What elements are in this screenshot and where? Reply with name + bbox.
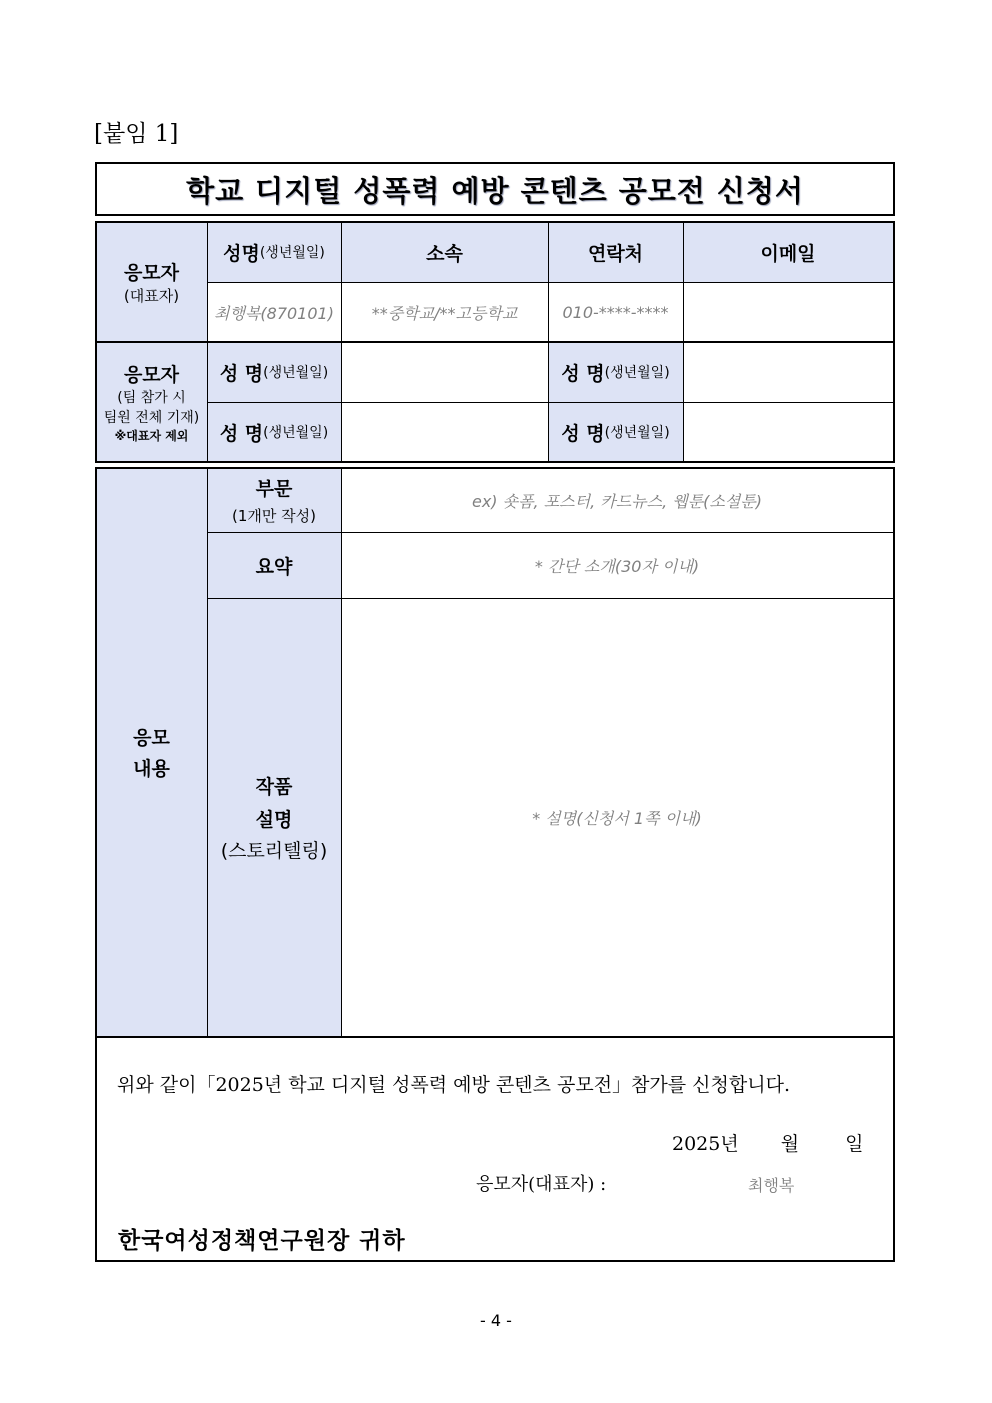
date-line bbox=[672, 1129, 864, 1156]
date-day[interactable]: 일 bbox=[845, 1133, 864, 1155]
summary-field[interactable]: * 간단 소개(30자 이내) bbox=[534, 556, 700, 576]
description-field[interactable]: * 설명(신청서 1쪽 이내) bbox=[532, 808, 702, 828]
team-member-3-label: 성 명 (생년월일) bbox=[219, 422, 329, 445]
table-border bbox=[95, 467, 895, 469]
team-member-4-label: 성 명 (생년월일) bbox=[561, 422, 670, 445]
table-line bbox=[548, 222, 549, 462]
table-border bbox=[893, 467, 895, 1262]
table-line bbox=[207, 468, 208, 1036]
page-number: - 4 - bbox=[480, 1311, 512, 1330]
team-label-sub-1: (팀 참가 시 bbox=[117, 390, 186, 406]
category-field[interactable]: ex) 숏폼, 포스터, 카드뉴스, 웹툰(소셜툰) bbox=[471, 491, 763, 511]
column-header-email: 이메일 bbox=[760, 242, 816, 265]
team-label-main: 응모자 bbox=[123, 364, 180, 386]
representative-name-field[interactable]: 최행복(870101) bbox=[214, 303, 334, 323]
representative-label bbox=[96, 222, 207, 342]
representative-label-sub: (대표자) bbox=[123, 287, 180, 305]
category-label: 부문 (1개만 작성) bbox=[232, 478, 316, 525]
attachment-label: [붙임 1] bbox=[94, 121, 179, 147]
table-line bbox=[207, 598, 894, 599]
table-border bbox=[95, 461, 895, 463]
column-header-contact: 연락처 bbox=[587, 242, 644, 265]
team-member-1-label: 성 명 (생년월일) bbox=[219, 362, 329, 385]
team-label-note: ※대표자 제외 bbox=[114, 429, 189, 443]
team-label bbox=[96, 342, 207, 462]
content-label bbox=[96, 468, 207, 1036]
table-line bbox=[95, 341, 895, 343]
content-label-1: 응모 bbox=[133, 727, 170, 749]
declaration-text: 위와 같이「2025년 학교 디지털 성폭력 예방 콘텐츠 공모전」참가를 신청합니다. bbox=[117, 1074, 790, 1096]
representative-label-main: 응모자 bbox=[123, 262, 180, 284]
table-line bbox=[207, 532, 894, 533]
applicant-signature-label: 응모자(대표자) : bbox=[476, 1174, 607, 1195]
table-line bbox=[683, 222, 684, 462]
table-border bbox=[95, 221, 895, 223]
table-border bbox=[95, 467, 97, 1262]
column-header-affiliation: 소속 bbox=[426, 242, 463, 265]
content-label-2: 내용 bbox=[133, 758, 170, 780]
form-title-box bbox=[95, 162, 895, 216]
table-line bbox=[341, 468, 342, 1036]
table-line bbox=[341, 222, 342, 462]
applicant-signature-name[interactable]: 최행복 bbox=[748, 1176, 795, 1195]
table-border bbox=[95, 1260, 895, 1262]
team-member-3-field[interactable] bbox=[341, 402, 548, 462]
representative-affiliation-field[interactable]: **중학교/**고등학교 bbox=[371, 303, 518, 323]
table-line bbox=[207, 222, 208, 462]
summary-label: 요약 bbox=[255, 555, 293, 578]
team-member-2-field[interactable] bbox=[683, 342, 893, 402]
table-line bbox=[207, 402, 894, 403]
team-member-4-field[interactable] bbox=[683, 402, 893, 462]
representative-contact-field[interactable]: 010-****-**** bbox=[562, 302, 669, 322]
table-line bbox=[95, 1036, 895, 1038]
date-month[interactable]: 월 bbox=[780, 1133, 800, 1155]
team-member-1-field[interactable] bbox=[341, 342, 548, 402]
team-label-sub-2: 팀원 전체 기재) bbox=[103, 410, 200, 426]
form-title: 학교 디지털 성폭력 예방 콘텐츠 공모전 신청서 bbox=[186, 173, 804, 208]
description-label: 작품 설명 (스토리텔링) bbox=[220, 775, 328, 862]
table-line bbox=[207, 282, 894, 283]
representative-email-field[interactable] bbox=[683, 282, 893, 342]
recipient: 한국여성정책연구원장 귀하 bbox=[118, 1227, 406, 1254]
team-member-2-label: 성 명 (생년월일) bbox=[561, 362, 670, 385]
column-header-name: 성명 (생년월일) bbox=[223, 242, 325, 265]
date-year: 2025년 bbox=[672, 1133, 739, 1155]
